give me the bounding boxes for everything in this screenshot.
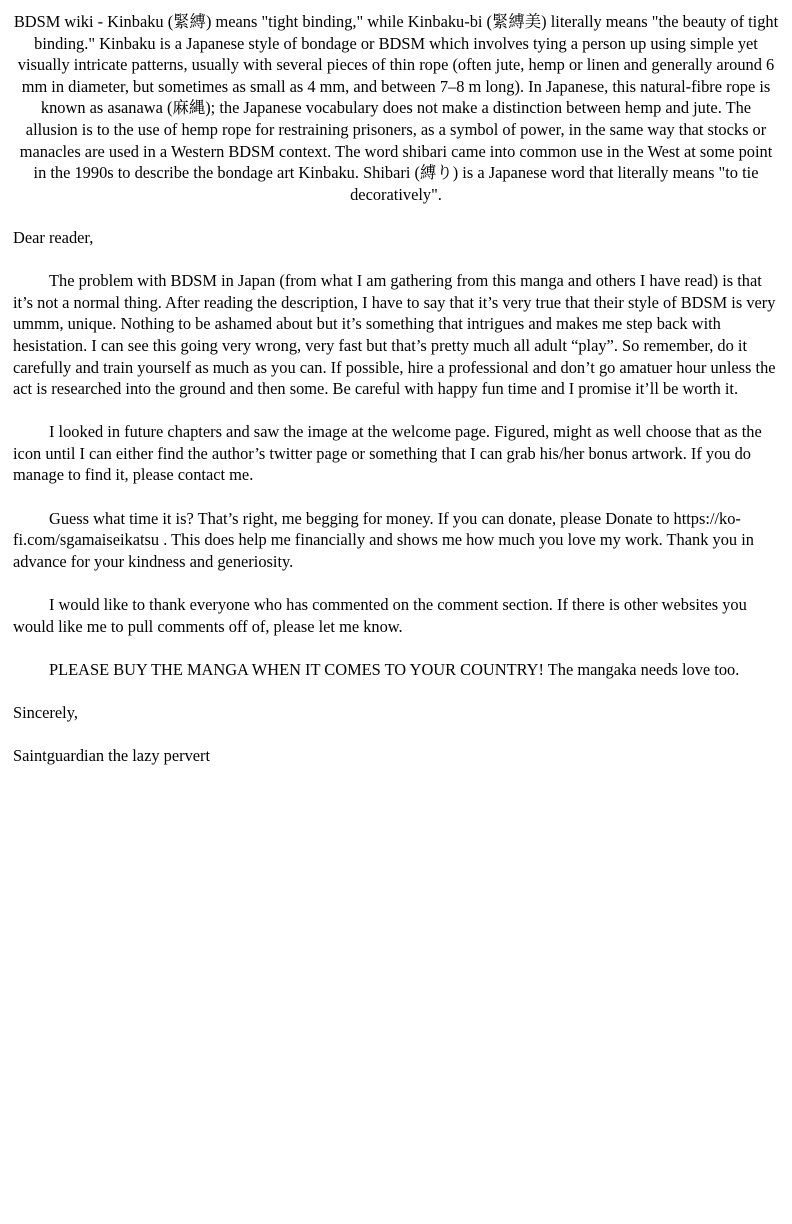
body-paragraph-5: PLEASE BUY THE MANGA WHEN IT COMES TO YOUR COUNTRY! The mangaka needs love too. — [49, 659, 740, 679]
signature: Saintguardian the lazy pervert — [13, 746, 211, 766]
closing: Sincerely, — [13, 703, 78, 722]
body-paragraph-2: I looked in future chapters and saw the image at the welcome page. Figured, might as well choose that as the icon until I can either find the author’s twitter page or something that I can grab his/her bonus artwork. If you do manage to find it, please contact me. — [13, 422, 762, 485]
body-paragraph-1: The problem with BDSM in Japan (from what I am gathering from this manga and others I have read) is that it’s not a normal thing. After reading the description, I have to say that it’s very true that their style of BDSM is very ummm, unique. Nothing to be ashamed about but it’s something that intrigues and makes me step back with hesistation. I can see this going very wrong, very fast but that’s pretty much all adult “play”. So remember, do it carefully and train yourself as much as you can. If possible, hire a professional and don’t go amatuer hour unless the act is researched into the ground and then some. Be careful with happy fun time and I promise it’ll be worth it. — [13, 271, 776, 399]
body-paragraph-4: I would like to thank everyone who has commented on the comment section. If there is other websites you would like me to pull comments off of, please let me know. — [13, 595, 747, 636]
salutation: Dear reader, — [13, 227, 94, 247]
intro-paragraph: BDSM wiki - Kinbaku (緊縛) means "tight binding," while Kinbaku-bi (緊縛美) literally means "the beauty of tight binding." Kinbaku is a Japanese style of bondage or BDSM which involves tying a person up using simple yet visually intricate patterns, usually with several pieces of thin rope (often jute, hemp or linen and generally around 6 mm in diameter, but sometimes as small as 4 mm, and between 7–8 m long). In Japanese, this natural-fibre rope is known as asanawa (麻縄); the Japanese vocabulary does not make a distinction between hemp and jute. The allusion is to the use of hemp rope for restraining prisoners, as a symbol of power, in the same way that stocks or manacles are used in a Western BDSM context. The word shibari came into common use in the West at some point in the 1990s to describe the bondage art Kinbaku. Shibari (縛り) is a Japanese word that literally means "to tie decoratively". — [13, 12, 779, 204]
body-paragraph-3-donation: Guess what time it is? That’s right, me begging for money. If you can donate, please Donate to https://ko-fi.com/sgamaiseikatsu . This does help me financially and shows me how much you love my work. Thank you in advance for your kindness and generiosity. — [13, 508, 754, 571]
